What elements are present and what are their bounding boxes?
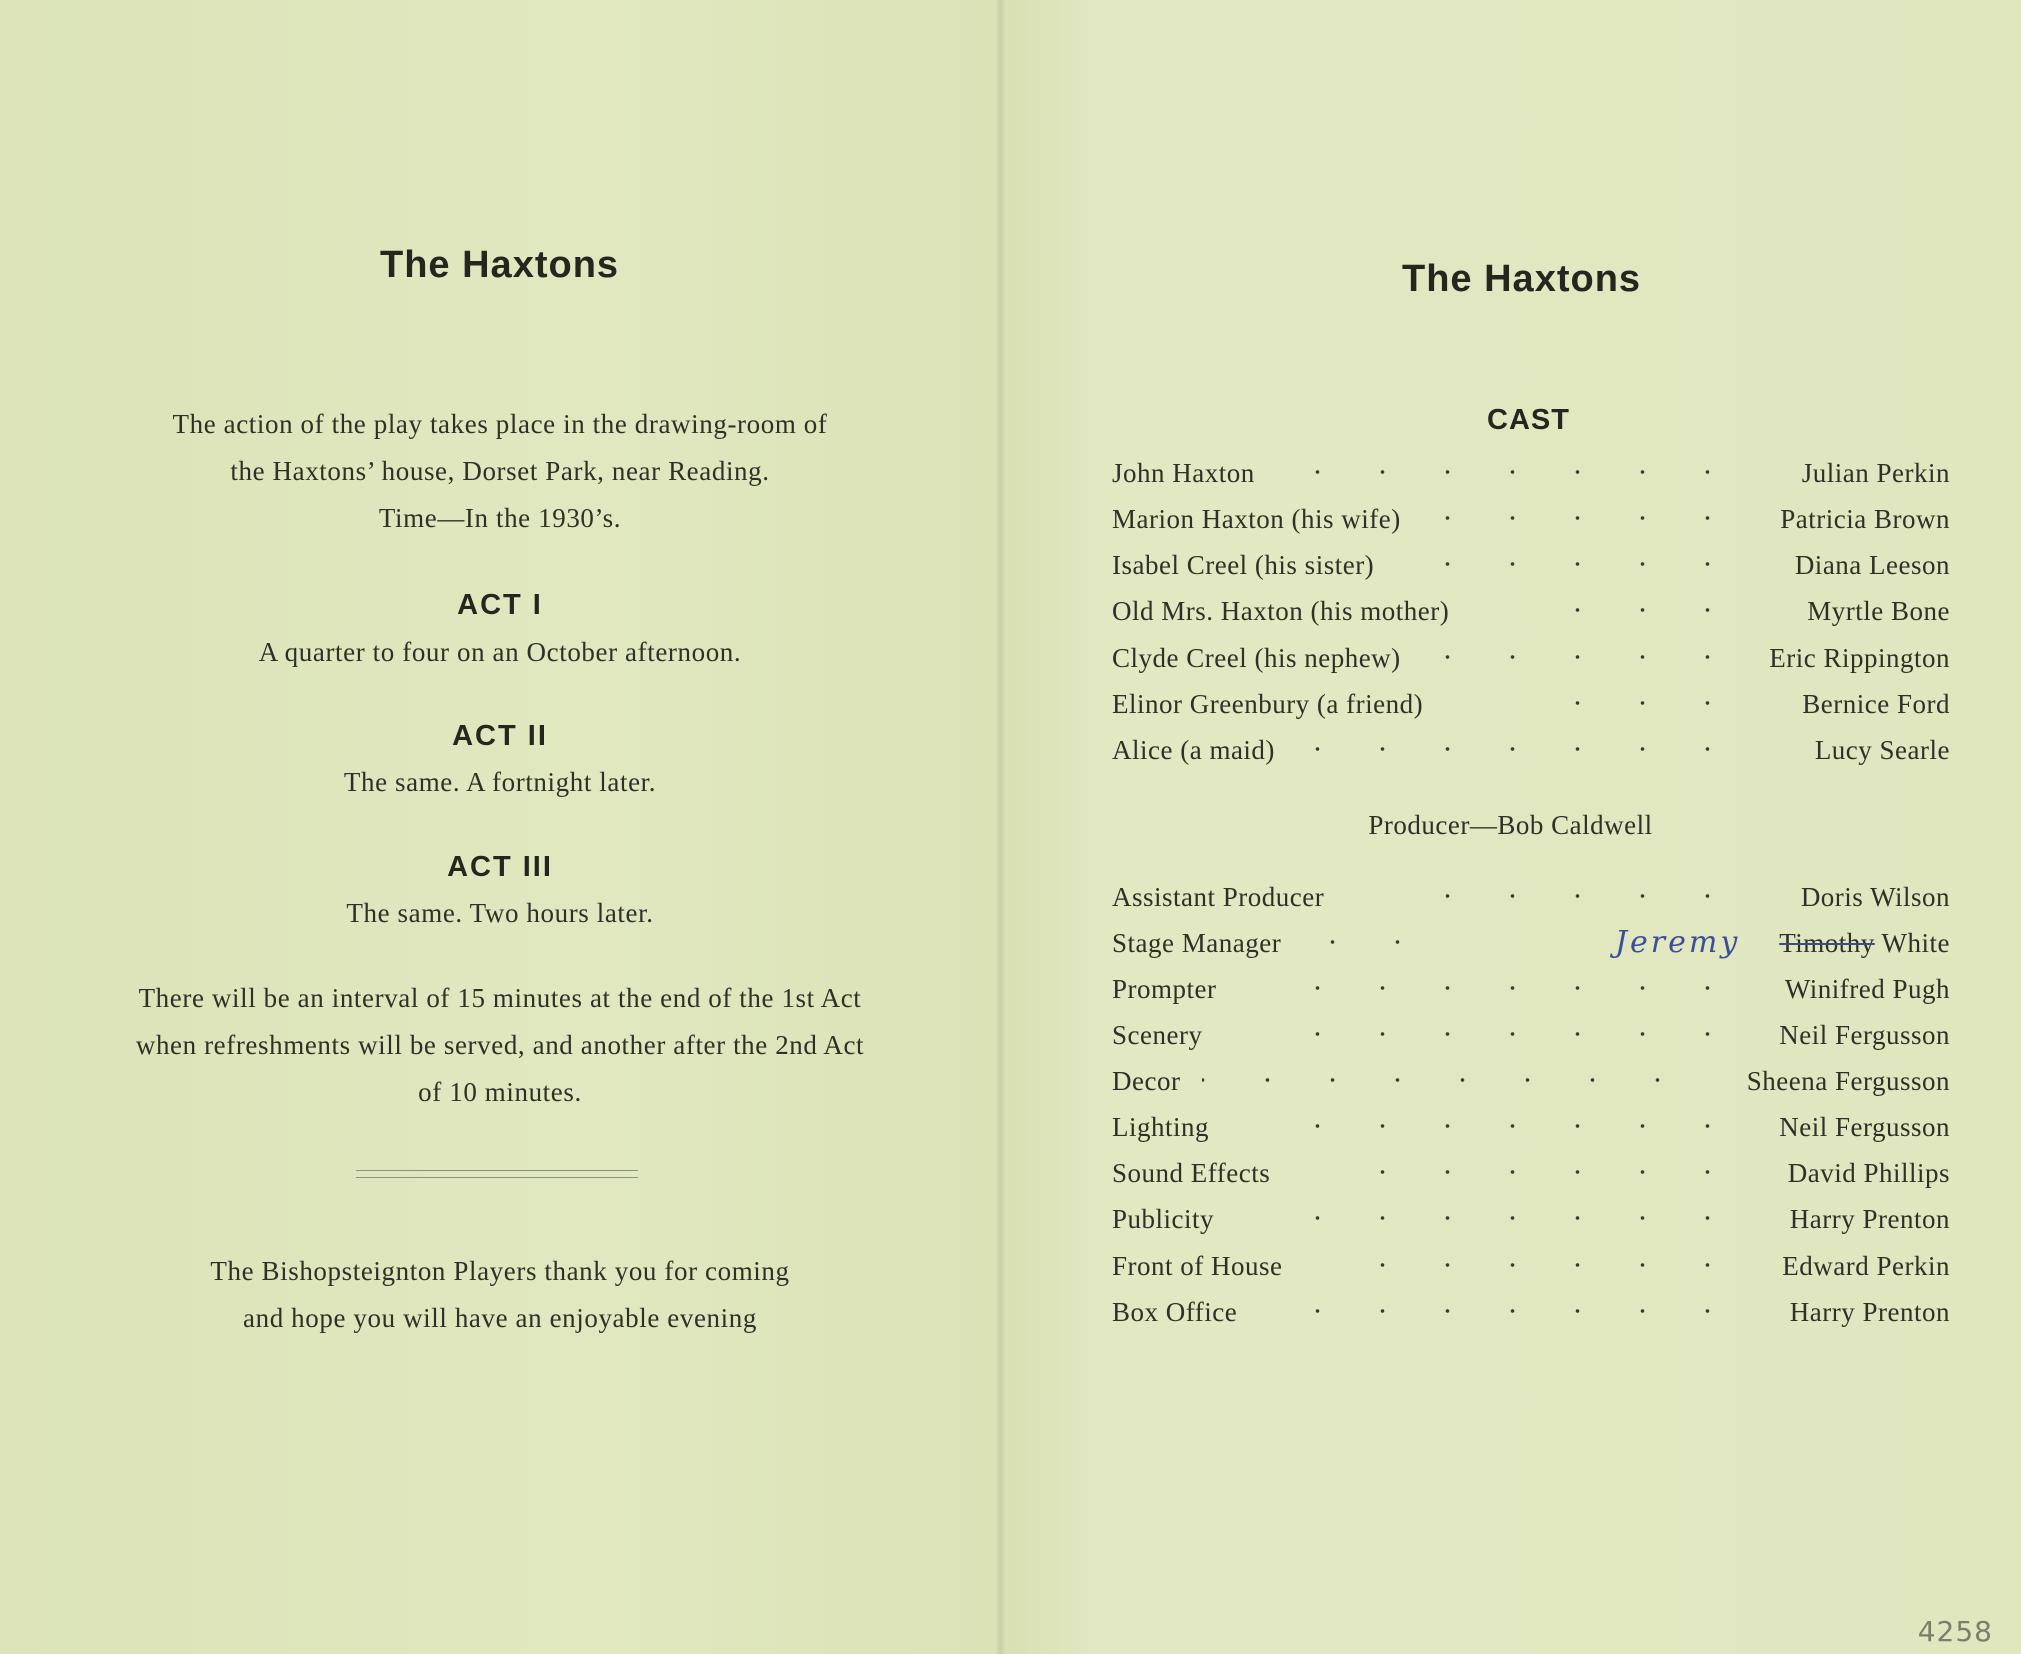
dot-leader	[1442, 655, 1740, 659]
crew-member: Sheena Fergusson	[1746, 1066, 1950, 1096]
double-rule-divider	[356, 1170, 638, 1178]
crew-role: Box Office	[1112, 1297, 1238, 1327]
crew-row	[1112, 1204, 1950, 1250]
cast-actor: Myrtle Bone	[1807, 596, 1950, 626]
cast-role: Clyde Creel (his nephew)	[1112, 643, 1401, 673]
crew-role: Scenery	[1112, 1020, 1203, 1050]
cast-actor: Julian Perkin	[1801, 458, 1950, 488]
interval-line: There will be an interval of 15 minutes at the end of the 1st Act	[138, 983, 862, 1013]
crew-member: Winifred Pugh	[1784, 974, 1950, 1004]
crew-row	[1112, 974, 1950, 1020]
dot-leader	[1522, 608, 1740, 612]
crew-row	[1112, 1297, 1950, 1343]
crew-role: Decor	[1112, 1066, 1181, 1096]
cast-role: Marion Haxton (his wife)	[1112, 504, 1401, 534]
closing-line: and hope you will have an enjoyable evening	[243, 1303, 757, 1333]
dot-leader	[1322, 1170, 1740, 1174]
act-description: A quarter to four on an October afternoon.	[258, 637, 742, 667]
interval-line: when refreshments will be served, and another after the 2nd Act	[135, 1030, 865, 1060]
cast-actor: Lucy Searle	[1814, 735, 1950, 765]
dot-leader	[1292, 940, 1430, 944]
dot-leader	[1292, 470, 1740, 474]
crew-member: Harry Prenton	[1789, 1297, 1950, 1327]
cast-actor: Eric Rippington	[1769, 643, 1950, 673]
cast-heading: CAST	[1487, 404, 1570, 436]
crew-role: Publicity	[1112, 1204, 1215, 1234]
struck-name: Timothy	[1779, 928, 1875, 958]
cast-actor: Patricia Brown	[1780, 504, 1950, 534]
crew-role: Prompter	[1112, 974, 1217, 1004]
dot-leader	[1522, 701, 1740, 705]
dot-leader	[1442, 562, 1740, 566]
producer-credit: Producer—Bob Caldwell	[1368, 810, 1653, 840]
crew-role: Stage Manager	[1112, 928, 1282, 958]
closing-line: The Bishopsteignton Players thank you for coming	[210, 1256, 790, 1286]
cast-row	[1112, 504, 1950, 550]
act-heading: ACT I	[457, 589, 543, 621]
cast-row	[1112, 458, 1950, 504]
dot-leader	[1292, 747, 1740, 751]
crew-role: Sound Effects	[1112, 1158, 1271, 1188]
setting-paragraph	[0, 401, 1000, 542]
interval-paragraph	[0, 975, 1000, 1116]
cast-role: John Haxton	[1112, 458, 1255, 488]
dot-leader	[1402, 894, 1740, 898]
setting-line: Time—In the 1930’s.	[378, 503, 622, 533]
crew-row	[1112, 1251, 1950, 1297]
interval-line: of 10 minutes.	[418, 1077, 582, 1107]
cast-role: Alice (a maid)	[1112, 735, 1275, 765]
crew-row	[1112, 1020, 1950, 1066]
act-description: The same. A fortnight later.	[343, 767, 657, 797]
crew-role: Front of House	[1112, 1251, 1283, 1281]
crew-member	[1779, 928, 1950, 959]
dot-leader	[1262, 1032, 1740, 1036]
crew-row	[1112, 1158, 1950, 1204]
crew-member: Harry Prenton	[1789, 1204, 1950, 1234]
cast-row	[1112, 550, 1950, 596]
dot-leader	[1322, 1263, 1740, 1267]
cast-row	[1112, 735, 1950, 781]
dot-leader	[1262, 986, 1740, 990]
crew-member-surname: White	[1874, 928, 1950, 958]
crew-row	[1112, 928, 1950, 974]
crew-row	[1112, 1066, 1950, 1112]
crew-role: Assistant Producer	[1112, 882, 1325, 912]
dot-leader	[1262, 1216, 1740, 1220]
crew-member: Neil Fergusson	[1779, 1112, 1950, 1142]
right-page-title: The Haxtons	[1402, 258, 1642, 300]
act-description: The same. Two hours later.	[346, 898, 654, 928]
crew-member: David Phillips	[1787, 1158, 1950, 1188]
dot-leader	[1262, 1124, 1740, 1128]
cast-actor: Bernice Ford	[1802, 689, 1950, 719]
cast-role: Isabel Creel (his sister)	[1112, 550, 1375, 580]
crew-member: Neil Fergusson	[1779, 1020, 1950, 1050]
crew-row	[1112, 1112, 1950, 1158]
cast-row	[1112, 689, 1950, 735]
handwritten-correction: Jeremy	[1615, 925, 1741, 960]
dot-leader	[1262, 1309, 1740, 1313]
left-page-title: The Haxtons	[380, 244, 620, 286]
crew-role: Lighting	[1112, 1112, 1209, 1142]
dot-leader	[1202, 1078, 1690, 1082]
closing-paragraph	[0, 1248, 1000, 1342]
catalogue-number: 4258	[1917, 1615, 1993, 1648]
cast-actor: Diana Leeson	[1794, 550, 1950, 580]
crew-row	[1112, 882, 1950, 928]
dot-leader	[1442, 516, 1740, 520]
act-heading: ACT III	[447, 851, 553, 883]
cast-row	[1112, 596, 1950, 642]
act-heading: ACT II	[452, 720, 548, 752]
cast-role: Elinor Greenbury (a friend)	[1112, 689, 1424, 719]
cast-role: Old Mrs. Haxton (his mother)	[1112, 596, 1450, 626]
crew-member: Edward Perkin	[1782, 1251, 1950, 1281]
crew-member: Doris Wilson	[1800, 882, 1950, 912]
cast-row	[1112, 643, 1950, 689]
setting-line: The action of the play takes place in the drawing-room of	[172, 409, 828, 439]
setting-line: the Haxtons’ house, Dorset Park, near Reading.	[230, 456, 770, 486]
